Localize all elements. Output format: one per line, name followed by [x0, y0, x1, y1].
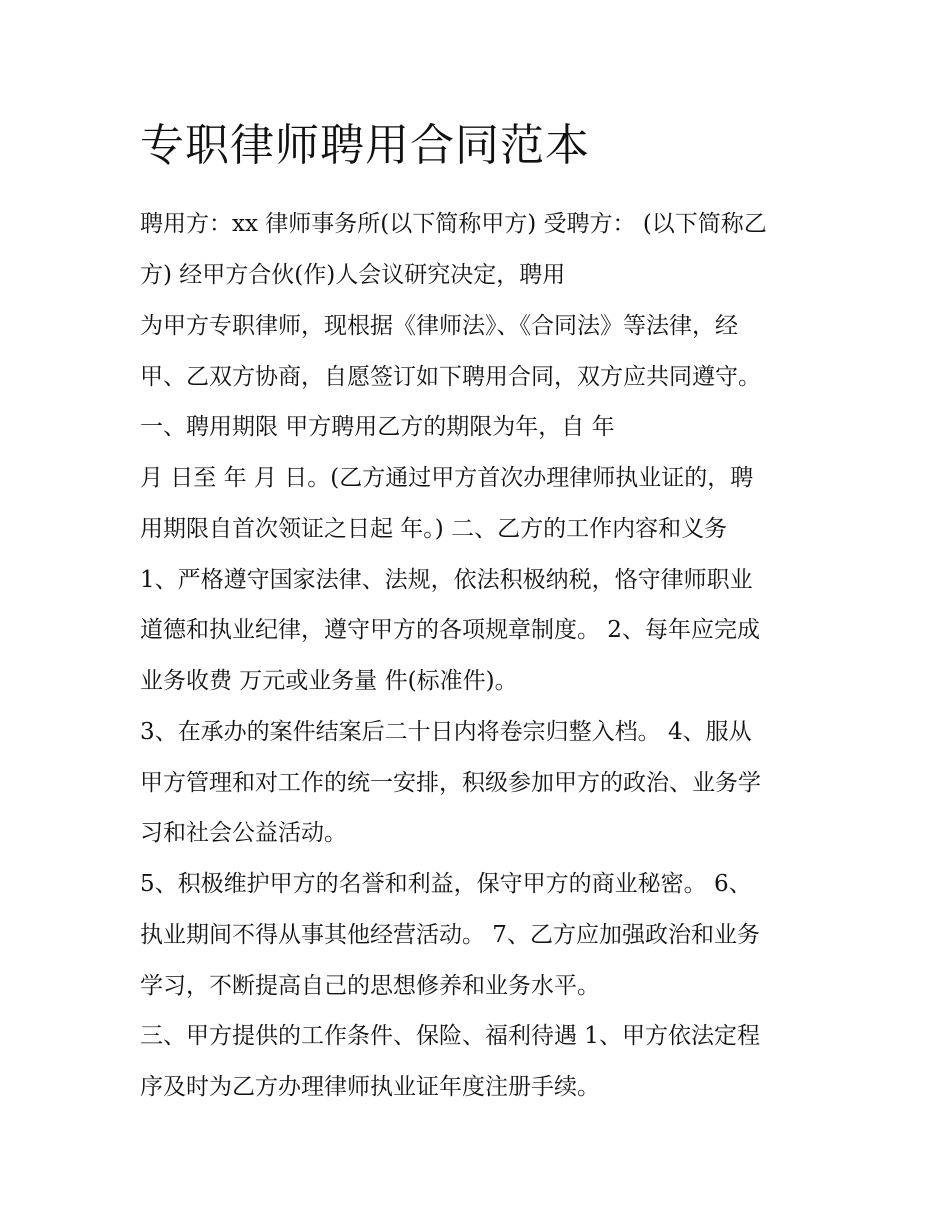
body-line-5: 一、聘用期限 甲方聘用乙方的期限为年，自 年 [140, 414, 615, 440]
document-title: 专职律师聘用合同范本 [140, 120, 590, 171]
body-line-6: 月 日至 年 月 日。(乙方通过甲方首次办理律师执业证的，聘 [140, 465, 754, 491]
body-line-2: 方) 经甲方合伙(作)人会议研究决定，聘用 [140, 262, 566, 288]
body-line-1: 聘用方：xx 律师事务所(以下简称甲方) 受聘方： (以下简称乙 [140, 211, 767, 237]
body-line-10: 业务收费 万元或业务量 件(标准件)。 [140, 668, 518, 694]
body-line-8: 1、严格遵守国家法律、法规，依法积极纳税，恪守律师职业 [140, 567, 753, 593]
body-line-18: 序及时为乙方办理律师执业证年度注册手续。 [140, 1074, 600, 1100]
body-line-17: 三、甲方提供的工作条件、保险、福利待遇 1、甲方依法定程 [140, 1023, 760, 1049]
body-line-3: 为甲方专职律师，现根据《律师法》、《合同法》等法律，经 [140, 313, 738, 339]
body-line-16: 学习，不断提高自己的思想修养和业务水平。 [140, 973, 600, 999]
body-line-9: 道德和执业纪律，遵守甲方的各项规章制度。 2、每年应完成 [140, 617, 760, 643]
body-line-12: 甲方管理和对工作的统一安排，积级参加甲方的政治、业务学 [140, 770, 761, 796]
body-line-14: 5、积极维护甲方的名誉和利益，保守甲方的商业秘密。 6、 [140, 871, 752, 897]
body-line-15: 执业期间不得从事其他经营活动。 7、乙方应加强政治和业务 [140, 922, 760, 948]
body-line-7: 用期限自首次领证之日起 年。) 二、乙方的工作内容和义务 [140, 516, 728, 542]
body-line-13: 习和社会公益活动。 [140, 820, 347, 846]
body-line-4: 甲、乙双方协商，自愿签订如下聘用合同，双方应共同遵守。 [140, 364, 761, 390]
body-line-11: 3、在承办的案件结案后二十日内将卷宗归整入档。 4、服从 [140, 719, 752, 745]
